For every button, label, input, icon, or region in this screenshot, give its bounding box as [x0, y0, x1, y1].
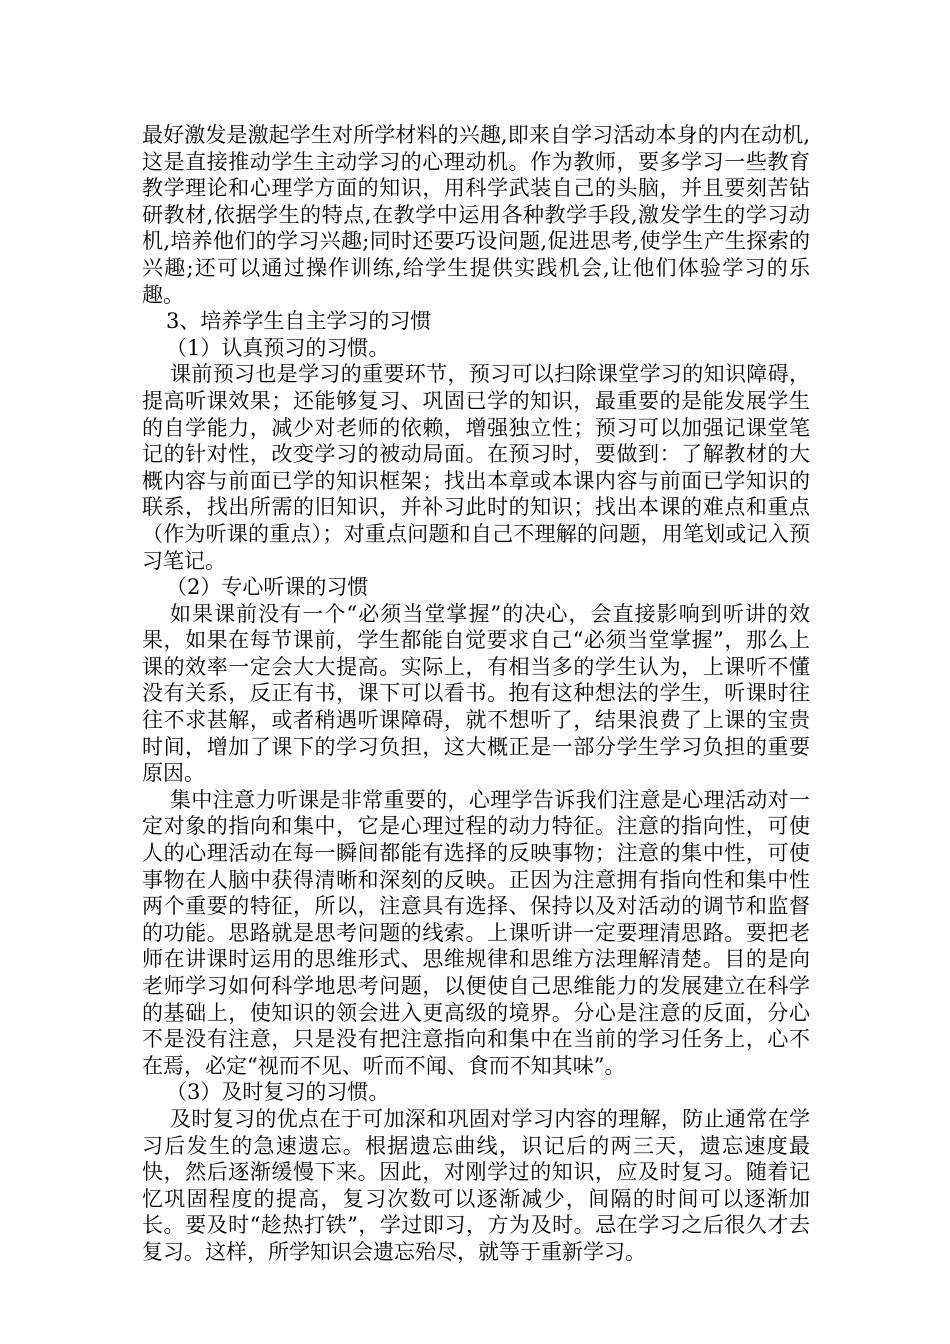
subheading-listening-habit: （2）专心听课的习惯 [166, 575, 369, 600]
paragraph-attention: 集中注意力听课是非常重要的，心理学告诉我们注意是心理活动对一定对象的指向和集中，它是心理过程的动力特征。注意的指向性，可使人的心理活动在每一瞬间都能有选择的反映事物；注意的集中性，可使事物在人脑中获得清晰和深刻的反映。正因为注意拥有指向性和集中性两个重要的特征，所以，注意具有选择、保持以及对活动的调节和监督的功能。思路就是思考问题的线索。上课听讲一定要理清思路。要把老师在讲课时运用的思维形式、思维规律和思维方法理解清楚。目的是向老师学习如何科学地思考问题，以便使自己思维能力的发展建立在科学的基础上，使知识的领会进入更高级的境界。分心是注意的反面，分心不是没有注意，只是没有把注意指向和集中在当前的学习任务上，心不在焉，必定“视而不见、听而不闻、食而不知其味”。 [142, 787, 810, 1078]
subheading-preview-habit: （1）认真预习的习惯。 [166, 335, 390, 360]
paragraph-review: 及时复习的优点在于可加深和巩固对学习内容的理解，防止通常在学习后发生的急速遗忘。根据遗忘曲线，识记后的两三天，遗忘速度最快，然后逐渐缓慢下来。因此，对刚学过的知识，应及时复习。随着记忆巩固程度的提高，复习次数可以逐渐减少，间隔的时间可以逐渐加长。要及时“趁热打铁”，学过即习，方为及时。忌在学习之后很久才去复习。这样，所学知识会遗忘殆尽，就等于重新学习。 [142, 1106, 810, 1264]
paragraph-listening-determination: 如果课前没有一个“必须当堂掌握”的决心，会直接影响到听讲的效果，如果在每节课前，学生都能自觉要求自己“必须当堂掌握”，那么上课的效率一定会大大提高。实际上，有相当多的学生认为，上课听不懂没有关系，反正有书，课下可以看书。抱有这种想法的学生，听课时往往不求甚解，或者稍遇听课障碍，就不想听了，结果浪费了上课的宝贵时间，增加了课下的学习负担，这大概正是一部分学生学习负担的重要原因。 [142, 601, 810, 786]
section-heading-self-study-habits: 3、培养学生自主学习的习惯 [166, 309, 432, 334]
document-page [142, 122, 810, 1266]
paragraph-learning-motivation: 最好激发是激起学生对所学材料的兴趣,即来自学习活动本身的内在动机,这是直接推动学生主动学习的心理动机。作为教师，要多学习一些教育教学理论和心理学方面的知识，用科学武装自己的头脑，并且要刻苦钻研教材,依据学生的特点,在教学中运用各种教学手段,激发学生的学习动机,培养他们的学习兴趣;同时还要巧设问题,促进思考,使学生产生探索的兴趣;还可以通过操作训练,给学生提供实践机会,让他们体验学习的乐趣。 [142, 123, 810, 307]
paragraph-preview: 课前预习也是学习的重要环节，预习可以扫除课堂学习的知识障碍，提高听课效果；还能够复习、巩固已学的知识，最重要的是能发展学生的自学能力，减少对老师的依赖，增强独立性；预习可以加强记课堂笔记的针对性，改变学习的被动局面。在预习时，要做到：了解教材的大概内容与前面已学的知识框架；找出本章或本课内容与前面已学知识的联系，找出所需的旧知识，并补习此时的知识；找出本课的难点和重点（作为听课的重点）；对重点问题和自己不理解的问题，用笔划或记入预习笔记。 [142, 362, 810, 573]
subheading-review-habit: （3）及时复习的习惯。 [166, 1080, 390, 1105]
